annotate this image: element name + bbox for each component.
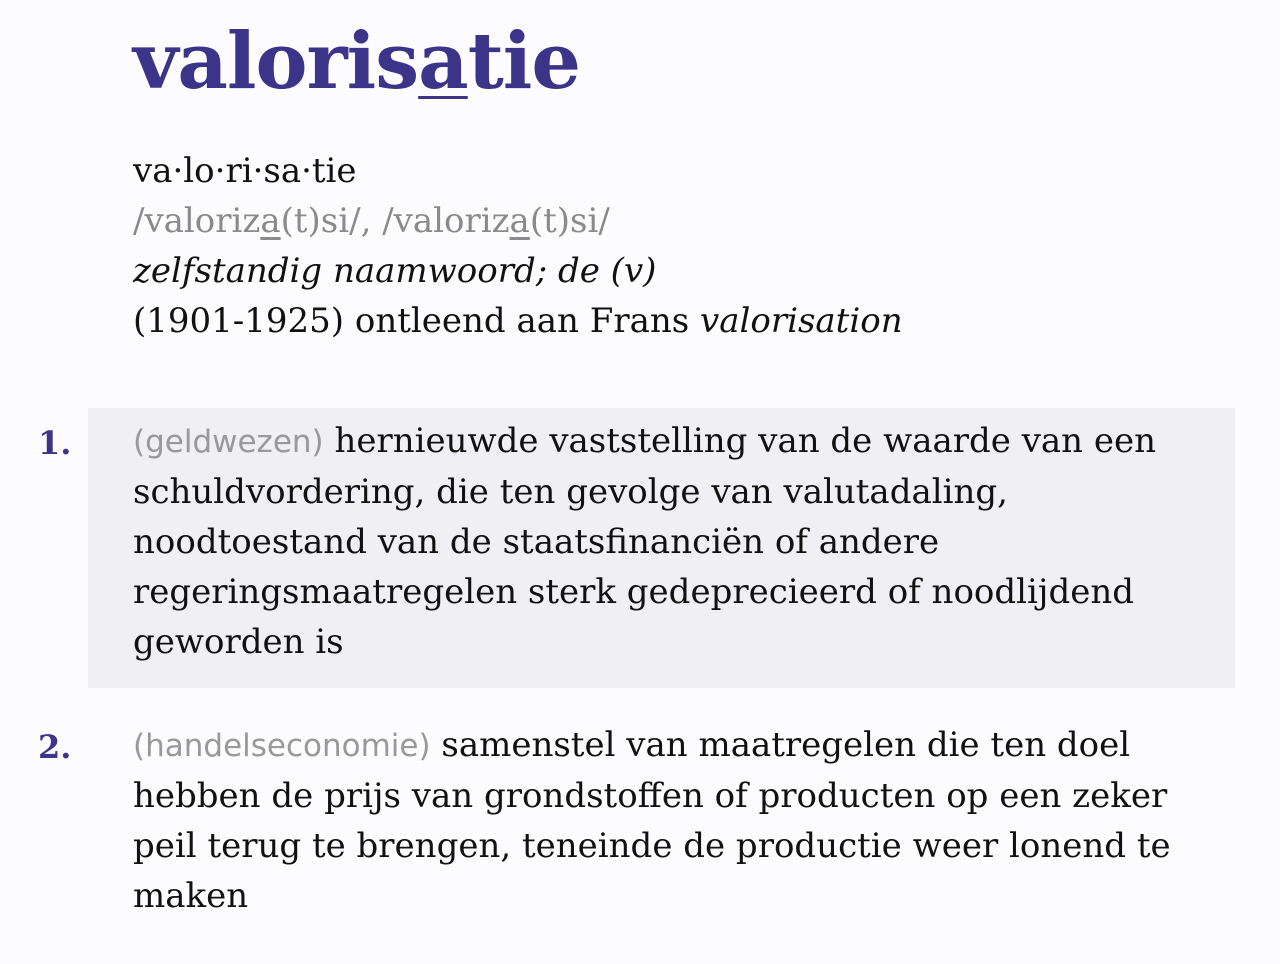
pron-text: /valoriz	[133, 201, 261, 241]
pron-separator: ,	[360, 201, 383, 241]
definition-line	[133, 720, 1243, 771]
etymology	[133, 296, 903, 346]
definition-line	[133, 416, 1243, 467]
definition-line: noodtoestand van de staatsfinanciën of andere	[133, 522, 940, 562]
definition-text: hernieuwde vaststelling van de waarde van een	[323, 421, 1157, 461]
pron-text: (t)si/	[280, 201, 361, 241]
etymology-source-word: valorisation	[700, 301, 903, 341]
headword-part: valoris	[133, 16, 419, 107]
sense-number: 1.	[38, 424, 72, 462]
entry-meta	[133, 146, 903, 346]
headword-part: tie	[467, 16, 581, 107]
definition-line: peil terug te brengen, teneinde de productie weer lonend te	[133, 826, 1171, 866]
headword-stress-letter: a	[418, 16, 468, 107]
domain-label: (geldwezen)	[133, 424, 324, 460]
sense-definition	[133, 720, 1243, 921]
sense-definition	[133, 416, 1243, 667]
grammar-info: zelfstandig naamwoord; de (v)	[133, 251, 657, 291]
etymology-text: (1901-1925) ontleend aan Frans	[133, 301, 701, 341]
definition-line: geworden is	[133, 622, 344, 662]
pron-stress: a	[509, 201, 530, 241]
pronunciation	[133, 196, 903, 246]
definition-line: maken	[133, 876, 249, 916]
pron-text: (t)si/	[529, 201, 610, 241]
syllabification: va·lo·ri·sa·tie	[133, 151, 357, 191]
definition-line: schuldvordering, die ten gevolge van valutadaling,	[133, 472, 1008, 512]
definition-line: hebben de prijs van grondstoffen of producten op een zeker	[133, 776, 1168, 816]
sense-number: 2.	[38, 728, 72, 766]
headword	[133, 12, 580, 112]
pron-stress: a	[260, 201, 281, 241]
definition-line: regeringsmaatregelen sterk gedeprecieerd of noodlijdend	[133, 572, 1134, 612]
pron-text: /valoriz	[382, 201, 510, 241]
definition-text: samenstel van maatregelen die ten doel	[430, 725, 1131, 765]
domain-label: (handelseconomie)	[133, 728, 431, 764]
